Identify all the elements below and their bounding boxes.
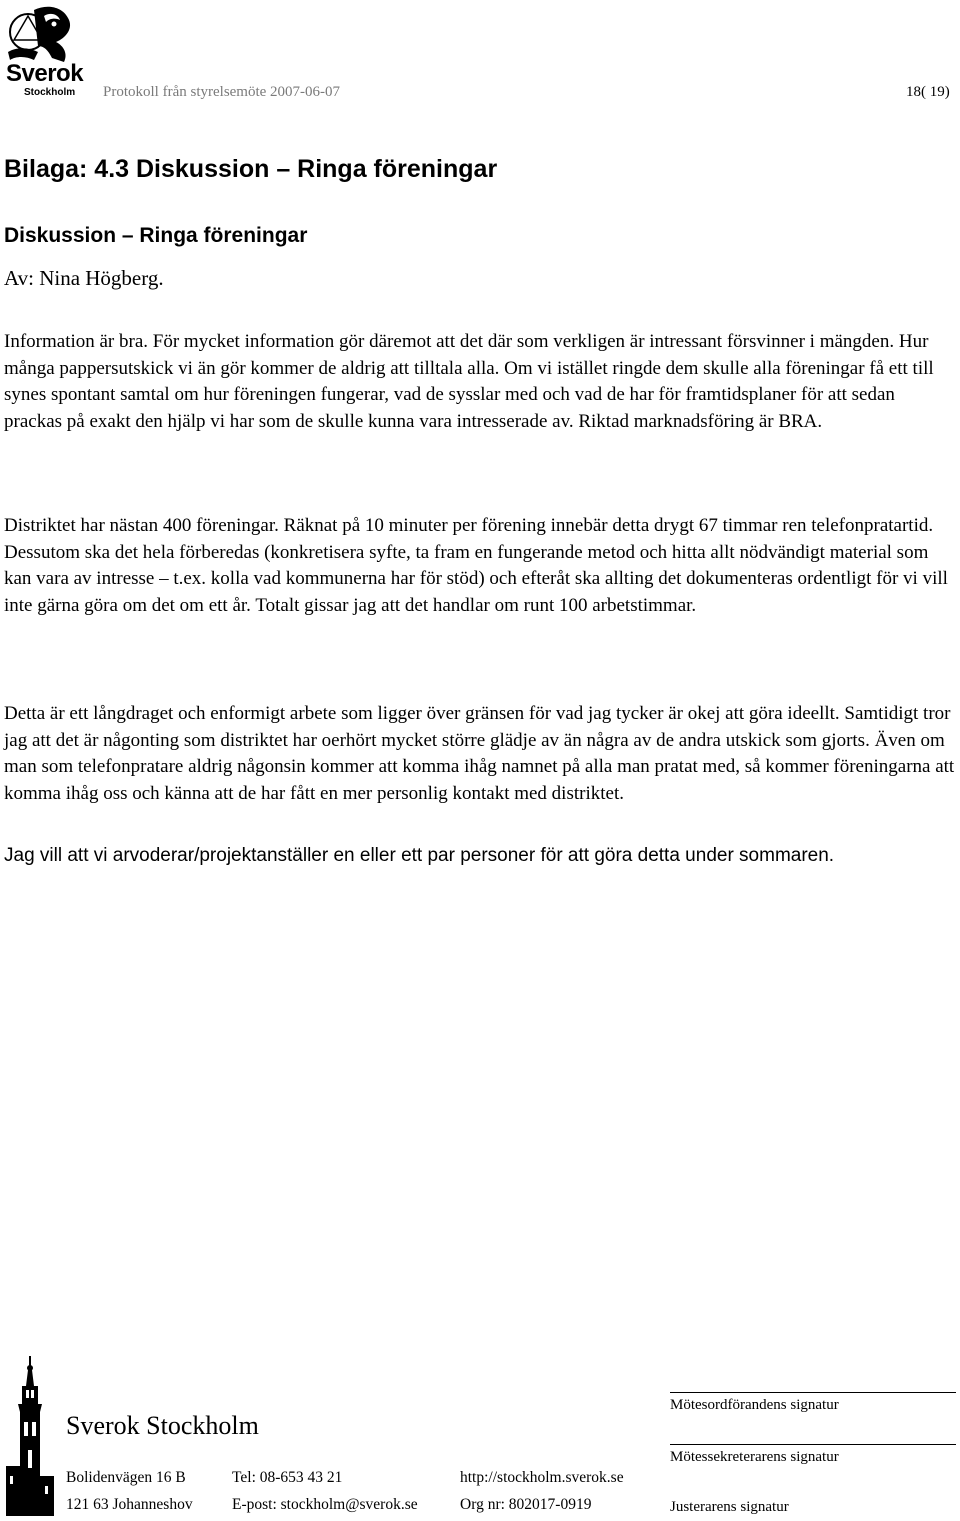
signature-label-adjuster: Justerarens signatur [670, 1499, 789, 1515]
signature-label-secretary: Mötessekreterarens signatur [670, 1449, 839, 1465]
author-line: Av: Nina Högberg. [4, 266, 164, 290]
footer-address-line2: 121 63 Johanneshov [66, 1496, 193, 1513]
section-heading: Diskussion – Ringa föreningar [4, 224, 308, 247]
paragraph: Information är bra. För mycket information gör däremot att det där som verkligen är intressant försvinner i mängden. Hur många pappersutskick vi än gör kommer de aldrig att tilltala alla. Om vi istället ringde dem skulle alla föreningar få ett till synes spontant samtal om hur föreningen fungerar, vad de sysslar med och vad de har för framtidsplaner för att sedan prackas på exakt den hjälp vi har som de skulle kunna vara intresserade av. Riktad marknadsföring är BRA. [4, 331, 934, 432]
footer-org-number: Org nr: 802017-0919 [460, 1496, 592, 1513]
protocol-title: Protokoll från styrelsemöte 2007-06-07 [103, 84, 341, 100]
city-hall-tower-icon [6, 1356, 54, 1516]
signature-line [670, 1444, 956, 1445]
page-number: 18( 19) [906, 84, 950, 100]
document-title: Bilaga: 4.3 Diskussion – Ringa föreningar [4, 155, 498, 183]
signature-line [670, 1392, 956, 1393]
signature-label-chair: Mötesordförandens signatur [670, 1397, 839, 1413]
sverok-logo [4, 2, 96, 100]
footer-address-line1: Bolidenvägen 16 B [66, 1469, 186, 1486]
logo-subtext: Stockholm [24, 87, 76, 98]
footer-email: E-post: stockholm@sverok.se [232, 1496, 418, 1513]
footer-website: http://stockholm.sverok.se [460, 1469, 624, 1486]
logo-wordmark: Sverok [6, 60, 84, 87]
paragraph: Detta är ett långdraget och enformigt arbete som ligger över gränsen för vad jag tycker är okej att göra ideellt. Samtidigt tror jag att det är någonting som distriktet har oerhört mycket större glädje av än några av de andra utskick som gjorts. Även om man som telefonpratare aldrig någonsin kommer att komma ihåg namnet på alla man pratat med, så kommer föreningarna att komma ihåg oss och känna att de har fått en mer personlig kontakt med distriktet. [4, 703, 955, 804]
footer-organization: Sverok Stockholm [66, 1411, 259, 1440]
paragraph: Distriktet har nästan 400 föreningar. Räknat på 10 minuter per förening innebär detta drygt 67 timmar ren telefonpratartid. Dessutom ska det hela förberedas (konkretisera syfte, ta fram en fungerande metod och hitta allt nödvändigt material som kan vara av intresse – t.ex. kolla vad kommunerna har för stöd) och efteråt ska allting det dokumenteras ordentligt för vi vill inte gärna göra om det om ett år. Totalt gissar jag att det handlar om runt 100 arbetstimmar. [4, 515, 948, 616]
footer-phone: Tel: 08-653 43 21 [232, 1469, 343, 1486]
proposal-paragraph: Jag vill att vi arvoderar/projektanställer en eller ett par personer för att göra detta under sommaren. [4, 845, 835, 866]
